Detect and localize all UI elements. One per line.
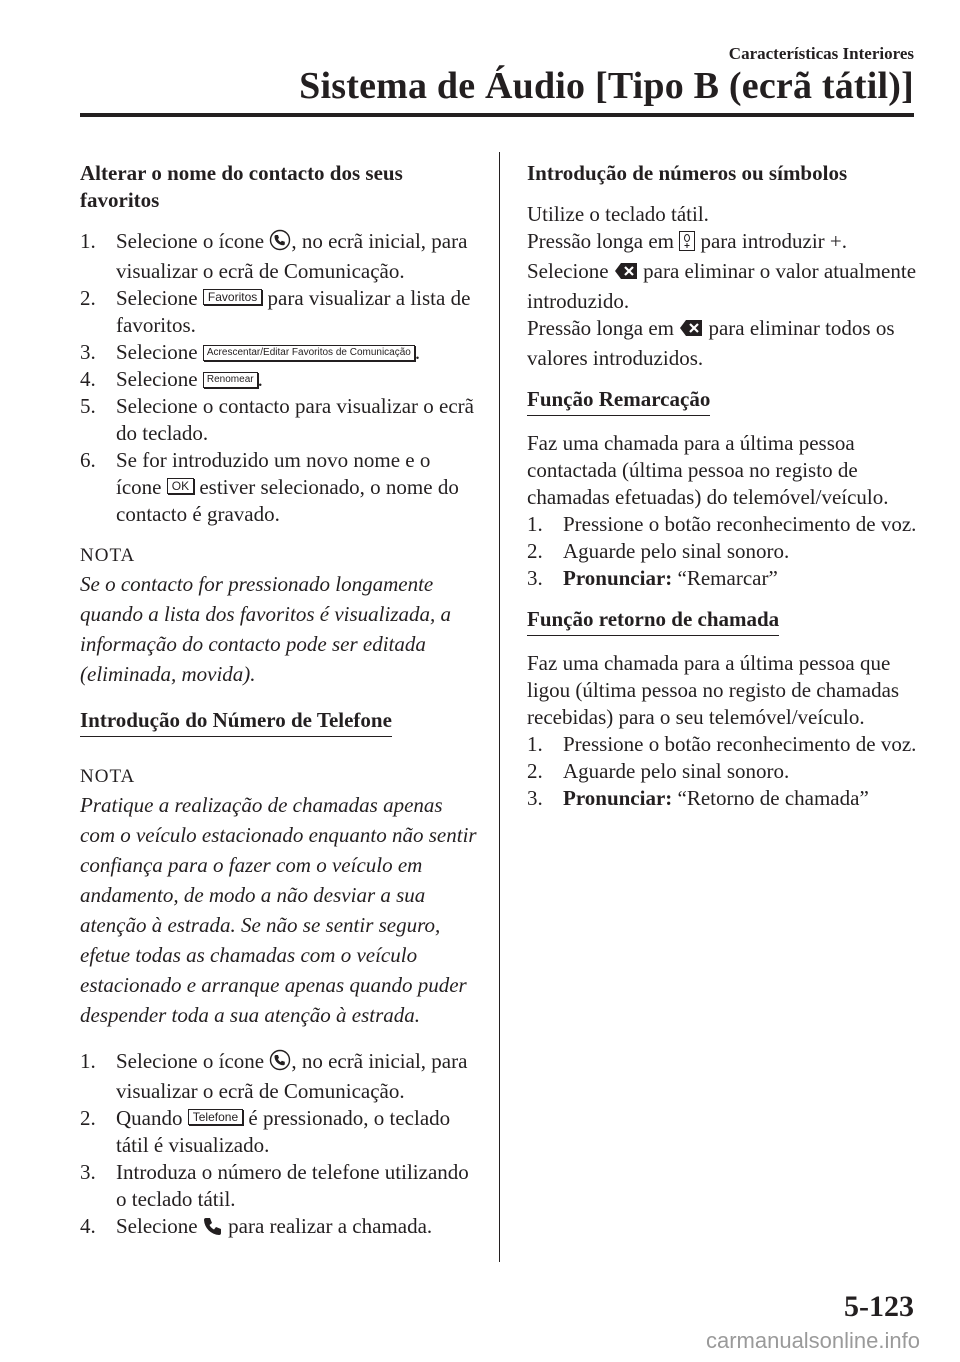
add-edit-favorites-button[interactable]: Acrescentar/Editar Favoritos de Comunicação — [203, 345, 415, 361]
list-item: 3. Introduza o número de telefone utilizando o teclado tátil. — [80, 1160, 469, 1211]
header-rule — [80, 113, 914, 117]
left-column — [80, 160, 480, 1243]
list-item: 5. Selecione o contacto para visualizar o ecrã do teclado. — [80, 394, 474, 445]
header-section: Características Interiores — [728, 44, 914, 63]
communication-icon — [269, 1049, 291, 1078]
communication-icon — [269, 229, 291, 258]
paragraph: Faz uma chamada para a última pessoa que ligou (última pessoa no registo de chamadas recebidas) para o seu telemóvel/veículo. — [527, 651, 900, 729]
list-item: 1. Pressione o botão reconhecimento de voz. — [527, 512, 917, 536]
section-title-phone-number: Introdução do Número de Telefone — [80, 707, 392, 737]
list-item: 2. Aguarde pelo sinal sonoro. — [527, 539, 790, 563]
list-item: 4. Selecione Renomear . — [80, 367, 263, 391]
phone-number-steps — [80, 1048, 480, 1243]
page-number: 5-123 — [844, 1290, 914, 1323]
note-label: NOTA — [80, 766, 136, 787]
paragraph: Faz uma chamada para a última pessoa contactada (última pessoa no registo de chamadas efetuadas) do telemóvel/veículo. — [527, 431, 889, 509]
page-title: Sistema de Áudio [Tipo B (ecrã tátil)] — [299, 65, 914, 107]
note-text: Pratique a realização de chamadas apenas com o veículo estacionado enquanto não sentir confiança para o fazer com o veículo em andamento, de modo a não desviar a sua atenção à estrada. Se não se sentir seguro, efetue todas as chamadas com o veículo estacionado e arranque apenas quando puder despender toda a sua atenção à estrada. — [80, 793, 477, 1027]
list-item: 6. Se for introduzido um novo nome e o ícone OK estiver selecionado, o nome do contacto é gravado. — [80, 448, 459, 526]
section-title-numbers-symbols: Introdução de números ou símbolos — [527, 161, 848, 185]
zero-plus-key-icon[interactable] — [679, 231, 695, 258]
callback-steps — [527, 731, 919, 812]
column-divider — [499, 152, 500, 1262]
list-item: 2. Aguarde pelo sinal sonoro. — [527, 759, 790, 783]
watermark: carmanualsonline.info — [705, 1328, 920, 1353]
favorites-button[interactable]: Favoritos — [203, 289, 262, 305]
list-item: 1. Pressione o botão reconhecimento de voz. — [527, 732, 917, 756]
list-item: 4. Selecione para realizar a chamada. — [80, 1213, 480, 1243]
call-icon[interactable] — [203, 1216, 223, 1243]
section-title-favorites: Alterar o nome do contacto dos seus favoritos — [80, 161, 403, 212]
section-title-callback: Função retorno de chamada — [527, 606, 779, 636]
favorites-steps — [80, 228, 480, 528]
list-item: 2. Quando Telefone é pressionado, o teclado tátil é visualizado. — [80, 1106, 451, 1157]
list-item: 1. Selecione o ícone , no ecrã inicial, para visualizar o ecrã de Comunicação. — [80, 1049, 468, 1103]
list-item: 3. Pronunciar: “Retorno de chamada” — [527, 786, 869, 810]
paragraph: Pressão longa em para introduzir +. — [527, 228, 919, 258]
note-label: NOTA — [80, 545, 136, 566]
note-text: Se o contacto for pressionado longamente quando a lista dos favoritos é visualizada, a informação do contacto pode ser editada (eliminada, movida). — [80, 572, 452, 686]
right-column — [527, 160, 919, 812]
list-item: 1. Selecione o ícone , no ecrã inicial, para visualizar o ecrã de Comunicação. — [80, 229, 468, 283]
paragraph: Utilize o teclado tátil. — [527, 202, 709, 226]
list-item: 3. Selecione Acrescentar/Editar Favoritos de Comunicação . — [80, 340, 421, 364]
list-item: 2. Selecione Favoritos para visualizar a lista de favoritos. — [80, 286, 471, 337]
paragraph: Pressão longa em para eliminar todos os valores introduzidos. — [527, 316, 895, 370]
ok-button[interactable]: OK — [167, 478, 194, 494]
list-item: 3. Pronunciar: “Remarcar” — [527, 566, 778, 590]
paragraph: Selecione para eliminar o valor atualmente introduzido. — [527, 259, 917, 313]
backspace-icon[interactable] — [679, 318, 703, 345]
rename-button[interactable]: Renomear — [203, 372, 258, 388]
section-title-redial: Função Remarcação — [527, 386, 710, 416]
redial-steps — [527, 511, 919, 592]
phone-button[interactable]: Telefone — [188, 1109, 243, 1125]
backspace-icon[interactable] — [614, 261, 638, 288]
